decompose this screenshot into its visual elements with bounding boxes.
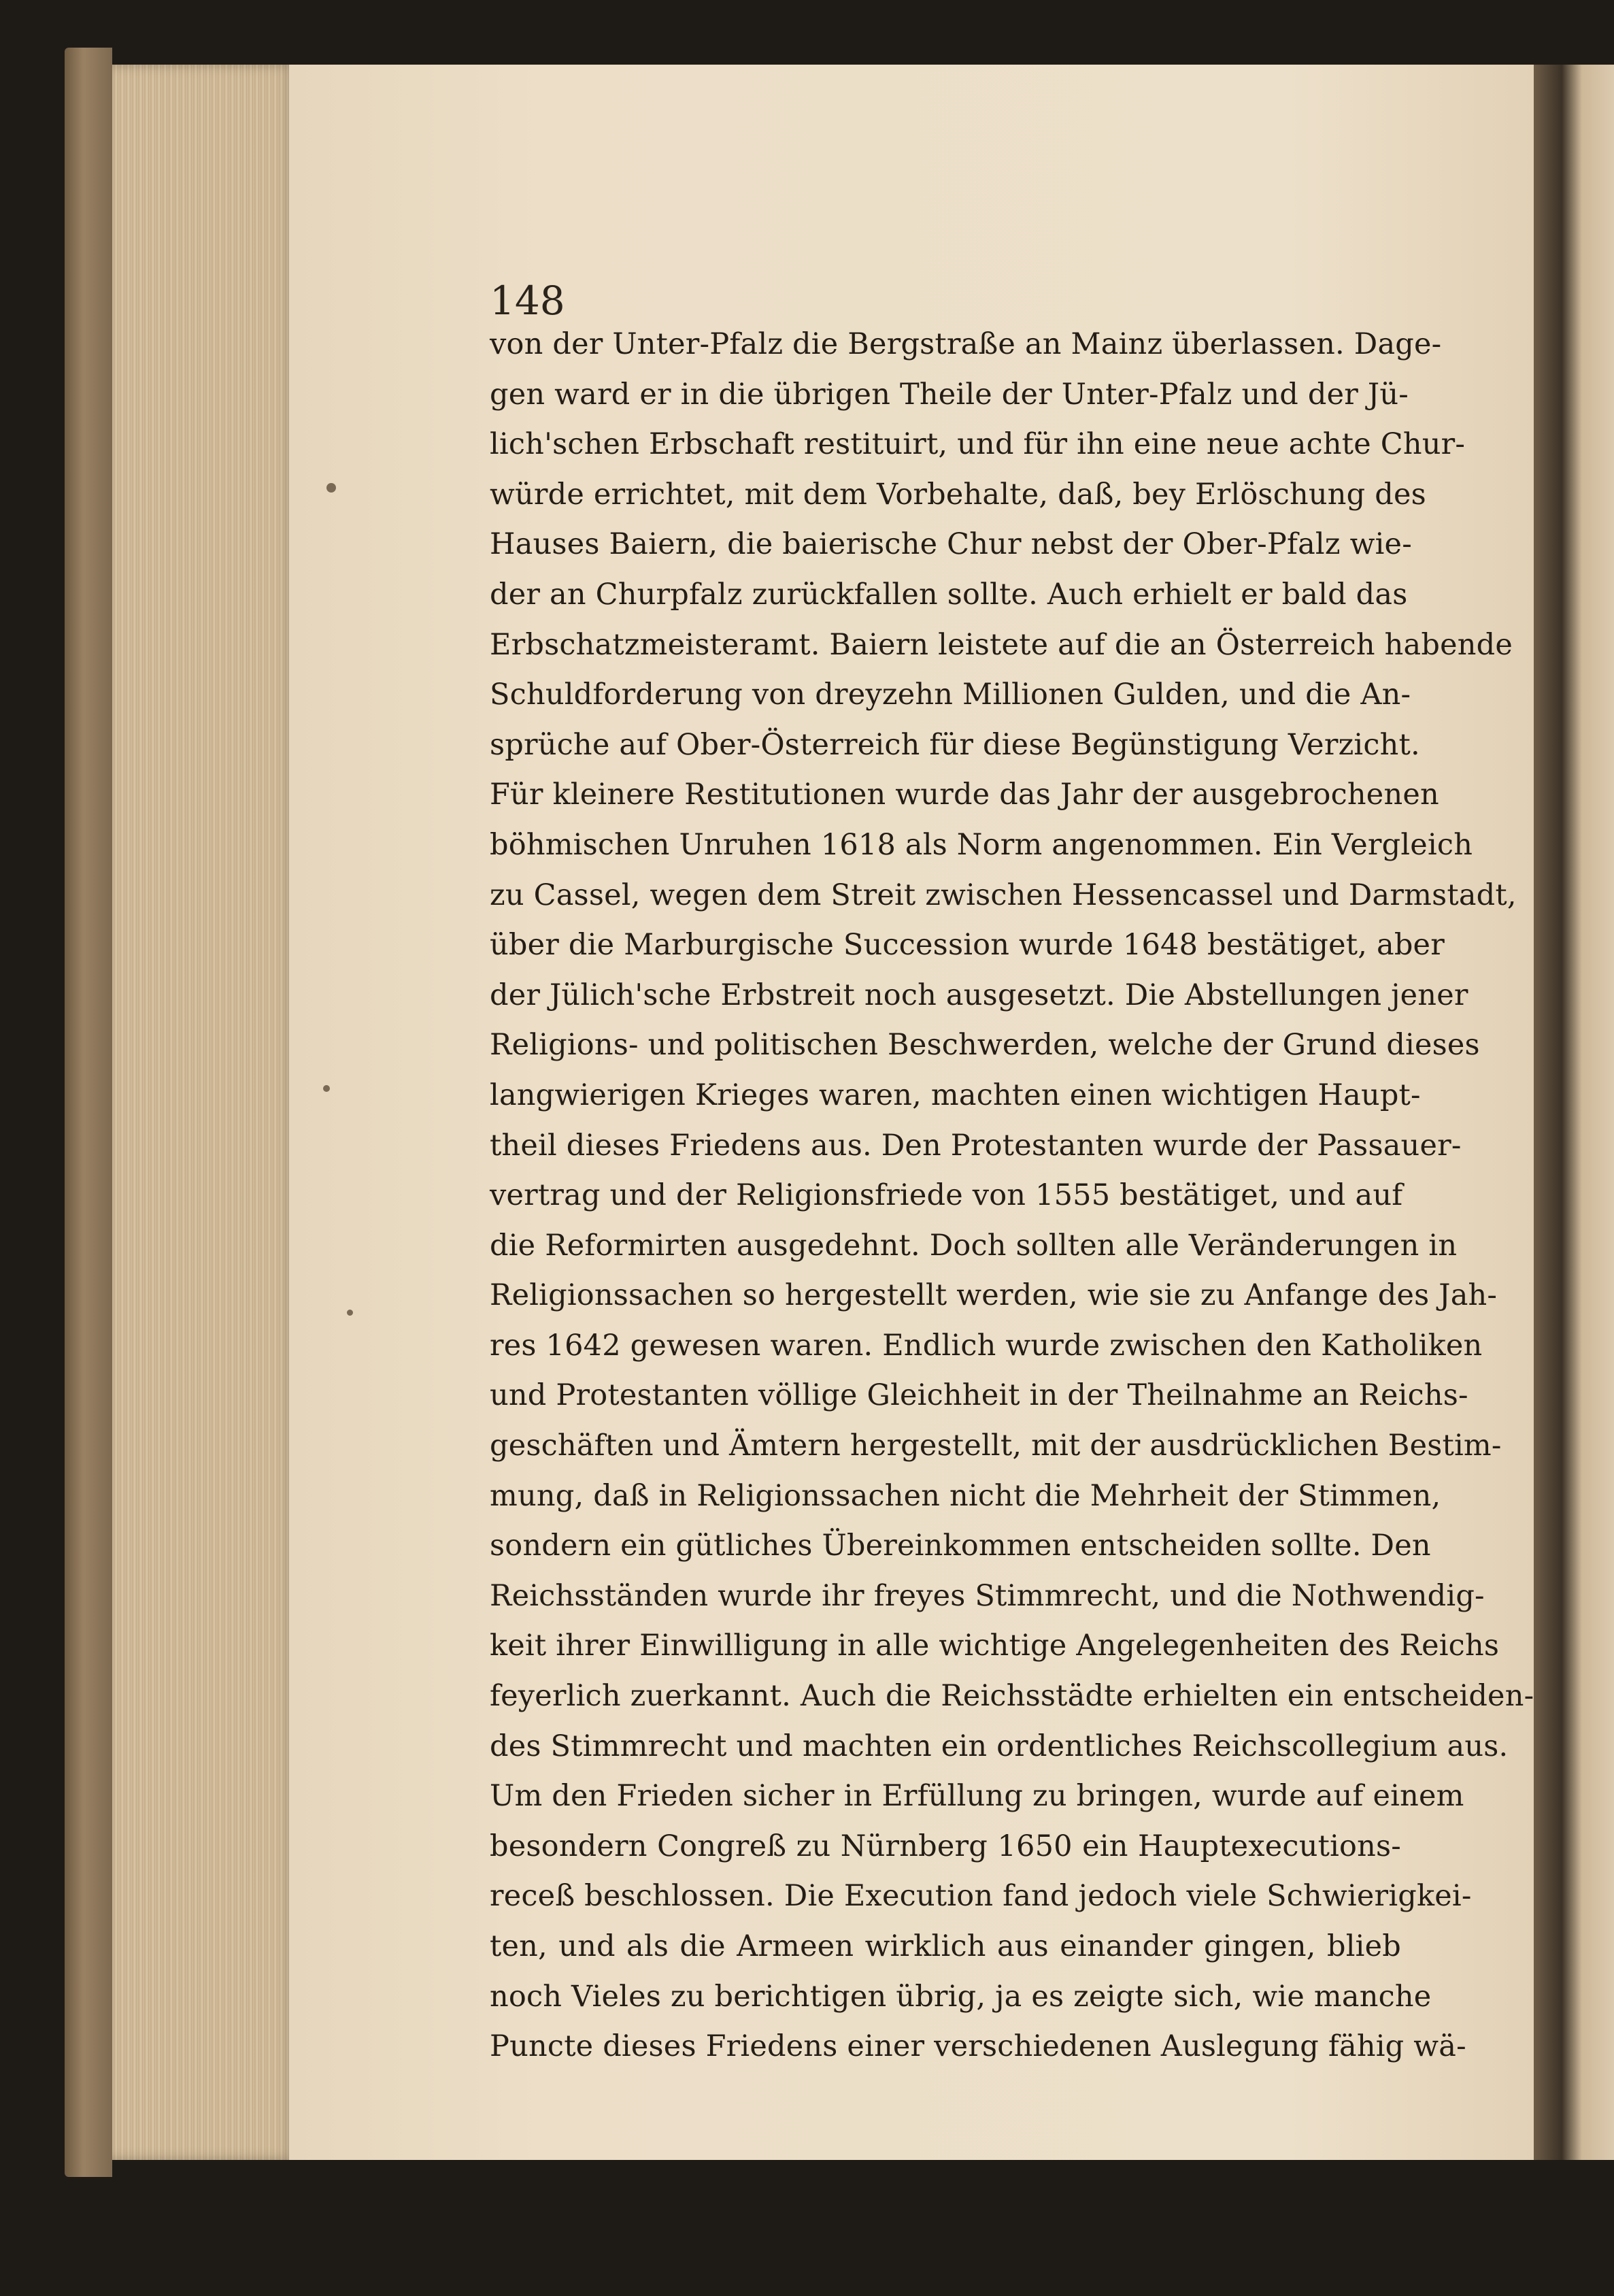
text-line: Schuldforderung von dreyzehn Millionen Gulden, und die An-: [490, 678, 1411, 712]
text-line: würde errichtet, mit dem Vorbehalte, daß, bey Erlöschung des: [490, 477, 1426, 512]
text-line: Für kleinere Restitutionen wurde das Jahr der ausgebrochenen: [490, 778, 1439, 812]
text-line: sprüche auf Ober-Österreich für diese Begünstigung Verzicht.: [490, 727, 1420, 762]
text-line: theil dieses Friedens aus. Den Protestanten wurde der Passauer-: [490, 1128, 1462, 1163]
facing-page-gutter: [1534, 65, 1614, 2160]
text-line: über die Marburgische Succession wurde 1648 bestätiget, aber: [490, 928, 1445, 963]
text-line: Religions- und politischen Beschwerden, welche der Grund dieses: [490, 1028, 1480, 1063]
text-line: böhmischen Unruhen 1618 als Norm angenommen. Ein Vergleich: [490, 827, 1473, 862]
text-line: Erbschatzmeisteramt. Baiern leistete auf die an Österreich habende: [490, 627, 1513, 662]
text-line: Reichsständen wurde ihr freyes Stimmrecht, und die Nothwendig-: [490, 1578, 1485, 1613]
text-line: langwierigen Krieges waren, machten einen wichtigen Haupt-: [490, 1078, 1421, 1112]
book-cover-edge: [65, 48, 112, 2177]
text-line: vertrag und der Religionsfriede von 1555 bestätiget, und auf: [490, 1178, 1403, 1213]
text-line: lich'schen Erbschaft restituirt, und für ihn eine neue achte Chur-: [490, 427, 1466, 462]
text-line: gen ward er in die übrigen Theile der Unter-Pfalz und der Jü-: [490, 377, 1409, 412]
text-line: feyerlich zuerkannt. Auch die Reichsstädte erhielten ein entscheiden-: [490, 1679, 1534, 1714]
paper-speck: [347, 1310, 353, 1316]
text-line: zu Cassel, wegen dem Streit zwischen Hessencassel und Darmstadt,: [490, 878, 1517, 912]
text-line: noch Vieles zu berichtigen übrig, ja es zeigte sich, wie manche: [490, 1979, 1432, 2014]
text-line: sondern ein gütliches Übereinkommen entscheiden sollte. Den: [490, 1529, 1431, 1563]
body-text: [490, 320, 1534, 2072]
text-line: geschäften und Ämtern hergestellt, mit der ausdrücklichen Bestim-: [490, 1429, 1502, 1463]
text-line: Religionssachen so hergestellt werden, wie sie zu Anfange des Jah-: [490, 1278, 1498, 1313]
text-line: receß beschlossen. Die Execution fand jedoch viele Schwierigkei-: [490, 1879, 1472, 1914]
text-line: der an Churpfalz zurückfallen sollte. Auch erhielt er bald das: [490, 577, 1408, 612]
text-line: der Jülich'sche Erbstreit noch ausgesetzt. Die Abstellungen jener: [490, 978, 1468, 1012]
paper-speck: [323, 1085, 330, 1092]
text-line: keit ihrer Einwilligung in alle wichtige Angelegenheiten des Reichs: [490, 1629, 1500, 1663]
text-line: ten, und als die Armeen wirklich aus einander gingen, blieb: [490, 1929, 1401, 1963]
text-line: von der Unter-Pfalz die Bergstraße an Mainz überlassen. Dage-: [490, 327, 1442, 361]
text-line: Puncte dieses Friedens einer verschiedenen Auslegung fähig wä-: [490, 2029, 1466, 2064]
text-line: Hauses Baiern, die baierische Chur nebst der Ober-Pfalz wie-: [490, 527, 1412, 562]
text-line: die Reformirten ausgedehnt. Doch sollten alle Veränderungen in: [490, 1228, 1458, 1263]
text-line: mung, daß in Religionssachen nicht die Mehrheit der Stimmen,: [490, 1478, 1441, 1513]
paper-speck: [326, 483, 336, 493]
text-line: besondern Congreß zu Nürnberg 1650 ein Hauptexecutions-: [490, 1829, 1401, 1863]
text-line: res 1642 gewesen waren. Endlich wurde zwischen den Katholiken: [490, 1328, 1483, 1363]
page-stack-edge: [112, 65, 296, 2160]
page-number: 148: [490, 278, 565, 324]
text-line: des Stimmrecht und machten ein ordentliches Reichscollegium aus.: [490, 1729, 1509, 1763]
text-line: Um den Frieden sicher in Erfüllung zu bringen, wurde auf einem: [490, 1779, 1464, 1814]
text-line: und Protestanten völlige Gleichheit in der Theilnahme an Reichs-: [490, 1378, 1468, 1413]
